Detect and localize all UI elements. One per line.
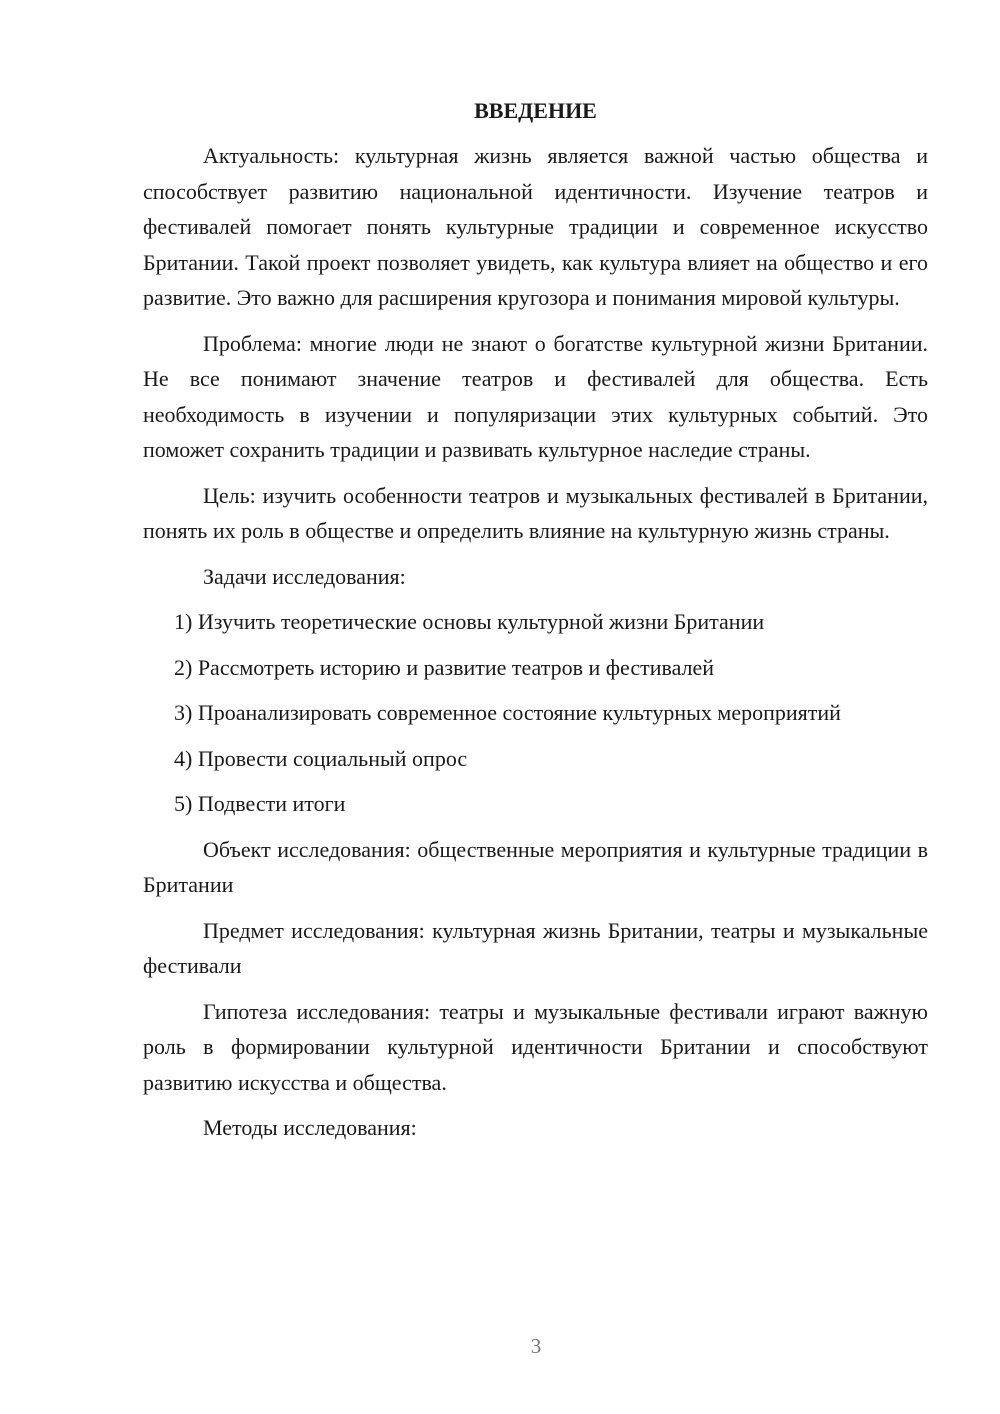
task-item-3: 3) Проанализировать современное состояние культурных мероприятий [174, 700, 841, 725]
task-item-2: 2) Рассмотреть историю и развитие театров и фестивалей [174, 654, 715, 680]
paragraph-hypothesis: Гипотеза исследования: театры и музыкальные фестивали играют важную роль в формировании культурной идентичности Британии и способствуют развитию искусства и общества. [143, 998, 928, 1095]
paragraph-goal: Цель: изучить особенности театров и музыкальных фестивалей в Британии, понять их роль в обществе и определить влияние на культурную жизнь страны. [143, 482, 928, 543]
task-item-5: 5) Подвести итоги [174, 791, 346, 816]
paragraph-tasks-intro: Задачи исследования: [203, 563, 406, 589]
page-number: 3 [530, 1334, 542, 1358]
section-heading: ВВЕДЕНИЕ [474, 98, 597, 123]
paragraph-subject: Предмет исследования: культурная жизнь Британии, театры и музыкальные фестивали [143, 917, 928, 978]
task-item-4: 4) Провести социальный опрос [174, 745, 468, 771]
paragraph-methods: Методы исследования: [203, 1115, 417, 1140]
paragraph-object: Объект исследования: общественные мероприятия и культурные традиции в Британии [143, 836, 928, 897]
page-content [143, 96, 928, 1156]
paragraph-relevance: Актуальность: культурная жизнь является важной частью общества и способствует развитию национальной идентичности. Изучение театров и фестивалей помогает понять культурные традиции и современное искусство Британии. Такой проект позволяет увидеть, как культура влияет на общество и его развитие. Это важно для расширения кругозора и понимания мировой культуры. [143, 143, 928, 310]
task-item-1: 1) Изучить теоретические основы культурной жизни Британии [174, 609, 765, 634]
paragraph-problem: Проблема: многие люди не знают о богатстве культурной жизни Британии. Не все понимают значение театров и фестивалей для общества. Есть необходимость в изучении и популяризации этих культурных событий. Это поможет сохранить традиции и развивать культурное наследие страны. [143, 330, 928, 462]
